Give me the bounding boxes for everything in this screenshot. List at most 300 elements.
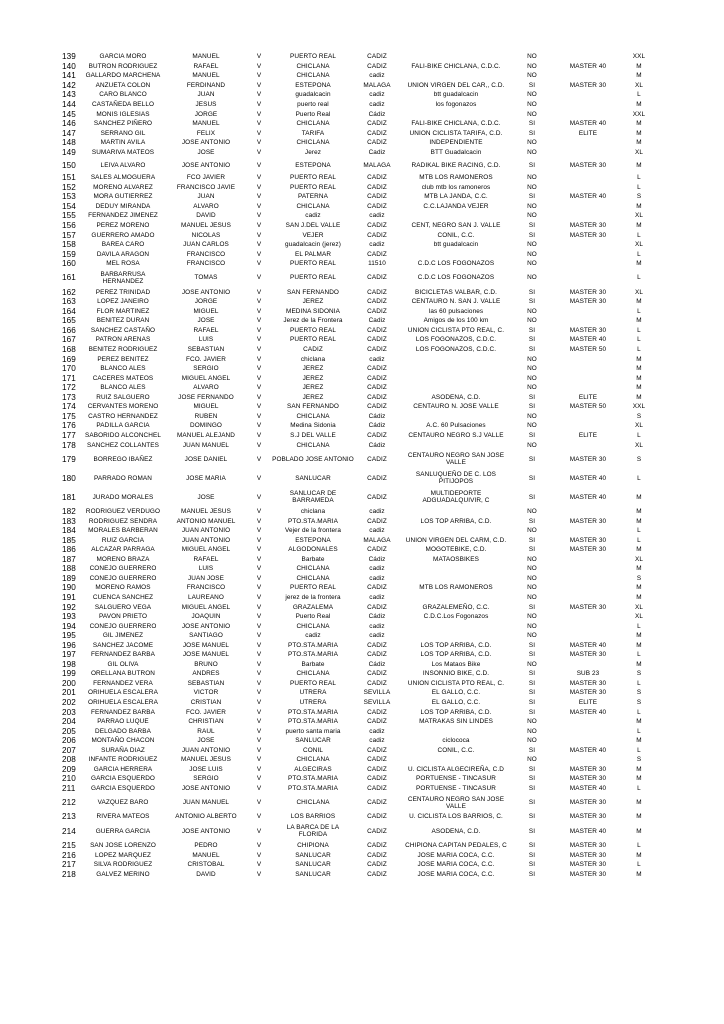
gender-cell: V bbox=[256, 317, 262, 325]
table-row bbox=[62, 421, 654, 431]
surname-cell: BLANCO ALES bbox=[100, 384, 146, 392]
town-cell: ALGECIRAS bbox=[294, 765, 332, 773]
row-number-cell: 143 bbox=[62, 90, 76, 100]
first-name-cell: MIGUEL bbox=[193, 307, 219, 315]
club-cell: MTB LOS RAMONEROS bbox=[419, 174, 493, 182]
town-cell: PUERTO REAL bbox=[290, 260, 336, 268]
row-number-cell: 151 bbox=[62, 173, 76, 183]
surname-cell: SALES ALMOGUERA bbox=[90, 174, 156, 182]
surname-cell: SERRANO GIL bbox=[100, 129, 146, 137]
town-cell: CHICLANA bbox=[296, 202, 330, 210]
size-cell: M bbox=[636, 202, 642, 210]
category-cell: MASTER 30 bbox=[569, 842, 607, 849]
table-row bbox=[62, 631, 654, 641]
federated-cell: NO bbox=[527, 183, 537, 191]
town-cell: TARIFA bbox=[301, 129, 325, 137]
table-row bbox=[62, 698, 654, 708]
category-cell bbox=[552, 593, 624, 603]
gender-cell: V bbox=[256, 110, 262, 118]
size-cell: M bbox=[636, 493, 642, 501]
category-cell: MASTER 30 bbox=[569, 799, 607, 807]
province-cell: CADIZ bbox=[367, 842, 387, 849]
participants-table bbox=[62, 52, 654, 879]
size-cell: M bbox=[636, 72, 642, 80]
club-cell: las 60 pulsaciones bbox=[428, 307, 484, 315]
gender-cell: V bbox=[256, 660, 262, 668]
table-row bbox=[62, 90, 654, 100]
province-cell: CADIZ bbox=[367, 298, 387, 306]
table-row bbox=[62, 100, 654, 110]
federated-cell: SI bbox=[528, 81, 536, 89]
federated-cell: NO bbox=[527, 593, 537, 601]
club-cell: ASODENA, C.D. bbox=[431, 393, 481, 401]
federated-cell: SI bbox=[528, 474, 536, 482]
size-cell: S bbox=[636, 455, 642, 463]
club-cell bbox=[400, 383, 512, 393]
province-cell: CADIZ bbox=[367, 274, 387, 282]
gender-cell: V bbox=[256, 799, 262, 807]
gender-cell: V bbox=[256, 183, 262, 191]
category-cell bbox=[552, 259, 624, 269]
club-cell bbox=[400, 526, 512, 536]
size-cell: M bbox=[636, 508, 642, 516]
row-number-cell: 168 bbox=[62, 345, 76, 355]
club-cell: MATRAKAS SIN LINDES bbox=[419, 718, 493, 726]
town-cell: Barbate bbox=[301, 660, 325, 668]
federated-cell: SI bbox=[528, 746, 536, 754]
province-cell: cadiz bbox=[369, 508, 385, 516]
gender-cell: V bbox=[256, 555, 262, 563]
row-number-cell: 216 bbox=[62, 850, 76, 860]
town-cell: PTO.STA.MARIA bbox=[287, 784, 339, 792]
table-row bbox=[62, 259, 654, 269]
province-cell: CADIZ bbox=[367, 546, 387, 554]
town-cell: MEDINA SIDONIA bbox=[286, 307, 340, 315]
table-row bbox=[62, 707, 654, 717]
gender-cell: V bbox=[256, 718, 262, 726]
federated-cell: SI bbox=[528, 455, 536, 463]
province-cell: CADIZ bbox=[367, 603, 387, 611]
row-number-cell: 178 bbox=[62, 440, 76, 450]
size-cell: L bbox=[637, 346, 641, 354]
first-name-cell: JOSE bbox=[197, 317, 215, 325]
first-name-cell: BRUNO bbox=[194, 660, 218, 668]
surname-cell: PATRON ARENAS bbox=[95, 336, 151, 344]
club-cell: LOS FOGONAZOS, C.D.C. bbox=[415, 336, 497, 344]
town-cell: PUERTO REAL bbox=[290, 679, 336, 687]
gender-cell: V bbox=[256, 298, 262, 306]
category-cell: MASTER 30 bbox=[569, 603, 607, 611]
size-cell: M bbox=[636, 298, 642, 306]
row-number-cell: 200 bbox=[62, 678, 76, 688]
category-cell: MASTER 40 bbox=[569, 493, 607, 501]
club-cell: U. CICLISTA LOS BARRIOS, C. bbox=[409, 813, 503, 821]
size-cell: S bbox=[636, 698, 642, 706]
size-cell: XL bbox=[634, 288, 644, 296]
gender-cell: V bbox=[256, 403, 262, 411]
table-row bbox=[62, 535, 654, 545]
club-cell bbox=[400, 621, 512, 631]
first-name-cell: TOMAS bbox=[194, 274, 218, 282]
club-cell: PORTUENSE - TINCASUR bbox=[416, 784, 496, 792]
table-row bbox=[62, 507, 654, 517]
row-number-cell: 148 bbox=[62, 138, 76, 148]
table-row bbox=[62, 793, 654, 812]
town-cell: CHICLANA bbox=[296, 565, 330, 573]
first-name-cell: JOSE MANUEL bbox=[182, 641, 230, 649]
category-cell bbox=[552, 90, 624, 100]
town-cell: CADIZ bbox=[303, 346, 323, 354]
federated-cell: SI bbox=[528, 603, 536, 611]
category-cell bbox=[552, 574, 624, 584]
town-cell: JEREZ bbox=[302, 374, 324, 382]
club-cell: CONIL, C.C. bbox=[437, 231, 475, 239]
gender-cell: V bbox=[256, 641, 262, 649]
size-cell: M bbox=[636, 851, 642, 859]
row-number-cell: 154 bbox=[62, 201, 76, 211]
first-name-cell: PEDRO bbox=[194, 842, 218, 849]
size-cell: L bbox=[637, 231, 641, 239]
town-cell: CHICLANA bbox=[296, 62, 330, 70]
club-cell: CENTAURO N. SAN J. VALLE bbox=[411, 298, 501, 306]
province-cell: cadiz bbox=[369, 593, 385, 601]
size-cell: M bbox=[636, 384, 642, 392]
province-cell: cadiz bbox=[369, 527, 385, 535]
club-cell bbox=[400, 593, 512, 603]
size-cell: XXL bbox=[632, 53, 646, 61]
province-cell: CADIZ bbox=[367, 517, 387, 525]
size-cell: M bbox=[636, 62, 642, 70]
gender-cell: V bbox=[256, 101, 262, 108]
gender-cell: V bbox=[256, 765, 262, 773]
gender-cell: V bbox=[256, 603, 262, 611]
federated-cell: NO bbox=[527, 613, 537, 621]
size-cell: M bbox=[636, 799, 642, 807]
category-cell: MASTER 40 bbox=[569, 746, 607, 754]
town-cell: CHICLANA bbox=[296, 441, 330, 449]
surname-cell: SILVA RODRIGUEZ bbox=[93, 861, 153, 869]
federated-cell: SI bbox=[528, 120, 536, 128]
federated-cell: NO bbox=[527, 317, 537, 325]
table-row bbox=[62, 650, 654, 660]
club-cell: BTT Guadalcacin bbox=[430, 148, 482, 156]
table-row bbox=[62, 574, 654, 584]
federated-cell: SI bbox=[528, 689, 536, 697]
size-cell: L bbox=[637, 527, 641, 535]
first-name-cell: ANTONIO MANUEL bbox=[176, 517, 236, 525]
province-cell: CADIZ bbox=[367, 641, 387, 649]
surname-cell: FERNANDEZ BARBA bbox=[91, 708, 155, 716]
category-cell: MASTER 40 bbox=[569, 120, 607, 128]
gender-cell: V bbox=[256, 81, 262, 89]
gender-cell: V bbox=[256, 91, 262, 99]
province-cell: CADIZ bbox=[367, 746, 387, 754]
size-cell: L bbox=[637, 727, 641, 735]
surname-cell: RUIZ SALGUERO bbox=[96, 393, 150, 401]
row-number-cell: 205 bbox=[62, 726, 76, 736]
category-cell: MASTER 40 bbox=[569, 708, 607, 716]
surname-cell: CASTAÑEDA BELLO bbox=[91, 101, 155, 108]
first-name-cell: JOSE ANTONIO bbox=[181, 784, 231, 792]
club-cell: CONIL, C.C. bbox=[437, 746, 475, 754]
province-cell: CADIZ bbox=[367, 784, 387, 792]
table-row bbox=[62, 688, 654, 698]
town-cell: SANLUCAR bbox=[295, 851, 331, 859]
table-row bbox=[62, 621, 654, 631]
category-cell bbox=[552, 412, 624, 422]
club-cell: Amigos de los 100 km bbox=[423, 317, 489, 325]
surname-cell: PAVON PRIETO bbox=[98, 613, 148, 621]
town-cell: Jerez de la Frontera bbox=[283, 317, 343, 325]
surname-cell: MONTAÑO CHACON bbox=[91, 737, 155, 745]
first-name-cell: RUBEN bbox=[194, 412, 218, 420]
town-cell: CHICLANA bbox=[296, 574, 330, 582]
club-cell: UNION VIRGEN DEL CAR,, C.D. bbox=[407, 81, 505, 89]
category-cell: MASTER 40 bbox=[569, 641, 607, 649]
table-row bbox=[62, 354, 654, 364]
size-cell: M bbox=[636, 813, 642, 821]
row-number-cell: 149 bbox=[62, 147, 76, 157]
size-cell: M bbox=[636, 393, 642, 401]
category-cell bbox=[552, 440, 624, 450]
first-name-cell: SEBASTIAN bbox=[187, 679, 225, 687]
first-name-cell: FERDINAND bbox=[186, 81, 226, 89]
surname-cell: ORIHUELA ESCALERA bbox=[88, 698, 158, 706]
province-cell: CADIZ bbox=[367, 62, 387, 70]
first-name-cell: FRANCISCO bbox=[186, 250, 226, 258]
club-cell: C.D.C.Los Fogonazos bbox=[423, 613, 489, 621]
first-name-cell: JORGE bbox=[194, 298, 218, 306]
category-cell bbox=[552, 109, 624, 119]
province-cell: CADIZ bbox=[367, 346, 387, 354]
province-cell: CADIZ bbox=[367, 765, 387, 773]
table-row bbox=[62, 402, 654, 412]
province-cell: CADIZ bbox=[367, 493, 387, 501]
federated-cell: SI bbox=[528, 346, 536, 354]
category-cell bbox=[552, 147, 624, 157]
federated-cell: NO bbox=[527, 422, 537, 430]
gender-cell: V bbox=[256, 422, 262, 430]
table-row bbox=[62, 841, 654, 851]
surname-cell: CUENCA SANCHEZ bbox=[92, 593, 154, 601]
federated-cell: NO bbox=[527, 756, 537, 764]
town-cell: POBLADO JOSE ANTONIO bbox=[272, 455, 354, 463]
surname-cell: FERNANDEZ BARBA bbox=[91, 651, 155, 659]
first-name-cell: JESUS bbox=[195, 101, 217, 108]
first-name-cell: CRISTOBAL bbox=[187, 861, 225, 869]
size-cell: XL bbox=[634, 81, 644, 89]
federated-cell: SI bbox=[528, 493, 536, 501]
federated-cell: SI bbox=[528, 546, 536, 554]
town-cell: SANLUCAR bbox=[295, 737, 331, 745]
federated-cell: NO bbox=[527, 91, 537, 99]
table-row bbox=[62, 71, 654, 81]
category-cell: MASTER 30 bbox=[569, 861, 607, 869]
gender-cell: V bbox=[256, 62, 262, 70]
federated-cell: SI bbox=[528, 393, 536, 401]
town-cell: ESTEPONA bbox=[295, 161, 331, 169]
first-name-cell: JOSE ANTONIO bbox=[181, 622, 231, 630]
club-cell bbox=[400, 507, 512, 517]
size-cell: XL bbox=[634, 422, 644, 430]
size-cell: M bbox=[636, 660, 642, 668]
row-number-cell: 182 bbox=[62, 507, 76, 517]
province-cell: CADIZ bbox=[367, 53, 387, 61]
row-number-cell: 172 bbox=[62, 383, 76, 393]
club-cell bbox=[400, 631, 512, 641]
row-number-cell: 155 bbox=[62, 211, 76, 221]
row-number-cell: 185 bbox=[62, 535, 76, 545]
club-cell: INSONNIO BIKE, C.D. bbox=[422, 670, 490, 678]
first-name-cell: FRANCISCO bbox=[186, 584, 226, 592]
row-number-cell: 147 bbox=[62, 128, 76, 138]
first-name-cell: JOSE MANUEL bbox=[182, 651, 230, 659]
size-cell: M bbox=[636, 870, 642, 878]
club-cell: club mtb los ramoneros bbox=[421, 183, 491, 191]
federated-cell: NO bbox=[527, 110, 537, 118]
province-cell: cadiz bbox=[369, 737, 385, 745]
province-cell: CADIZ bbox=[367, 231, 387, 239]
club-cell: BICICLETAS VALBAR, C.D. bbox=[415, 288, 497, 296]
gender-cell: V bbox=[256, 307, 262, 315]
gender-cell: V bbox=[256, 527, 262, 535]
surname-cell: FERNANDEZ JIMENEZ bbox=[88, 212, 158, 220]
club-cell: CENTAURO NEGRO SAN JOSE VALLE bbox=[407, 795, 505, 810]
table-row bbox=[62, 287, 654, 297]
table-row bbox=[62, 784, 654, 794]
club-cell bbox=[400, 52, 512, 62]
row-number-cell: 161 bbox=[62, 273, 76, 283]
category-cell: MASTER 30 bbox=[569, 546, 607, 554]
table-row bbox=[62, 157, 654, 173]
first-name-cell: MANUEL ALEJAND bbox=[177, 431, 235, 439]
province-cell: CADIZ bbox=[367, 139, 387, 147]
club-cell: btt guadalcacin bbox=[433, 91, 479, 99]
town-cell: CHICLANA bbox=[296, 120, 330, 128]
province-cell: Cádiz bbox=[368, 110, 386, 118]
federated-cell: SI bbox=[528, 222, 536, 230]
surname-cell: RUIZ GARCIA bbox=[101, 536, 145, 544]
town-cell: Puerto Real bbox=[295, 613, 331, 621]
table-row bbox=[62, 612, 654, 622]
row-number-cell: 202 bbox=[62, 697, 76, 707]
town-cell: ALGODONALES bbox=[288, 546, 338, 554]
category-cell bbox=[552, 564, 624, 574]
row-number-cell: 190 bbox=[62, 583, 76, 593]
first-name-cell: JORGE bbox=[194, 110, 218, 118]
size-cell: L bbox=[637, 861, 641, 869]
surname-cell: DAVILA ARAGON bbox=[96, 250, 150, 258]
town-cell: CONIL bbox=[302, 746, 324, 754]
surname-cell: PADILLA GARCIA bbox=[96, 422, 150, 430]
size-cell: L bbox=[637, 250, 641, 258]
town-cell: guadalcacin bbox=[295, 91, 331, 99]
first-name-cell: JOSE ANTONIO bbox=[181, 827, 231, 835]
surname-cell: GUERRA GARCIA bbox=[95, 827, 151, 835]
club-cell bbox=[400, 373, 512, 383]
province-cell: CADIZ bbox=[367, 584, 387, 592]
federated-cell: SI bbox=[528, 670, 536, 678]
gender-cell: V bbox=[256, 632, 262, 640]
town-cell: PTO.STA.MARIA bbox=[287, 517, 339, 525]
row-number-cell: 193 bbox=[62, 612, 76, 622]
town-cell: PATERNA bbox=[298, 193, 328, 201]
first-name-cell: SERGIO bbox=[193, 365, 219, 373]
first-name-cell: JUAN ANTONIO bbox=[181, 746, 231, 754]
size-cell: M bbox=[636, 129, 642, 137]
category-cell bbox=[552, 202, 624, 212]
first-name-cell: JUAN MANUEL bbox=[182, 799, 230, 807]
surname-cell: MONIS IGLESIAS bbox=[96, 110, 150, 118]
province-cell: Cádiz bbox=[368, 555, 386, 563]
surname-cell: BUTRON RODRIGUEZ bbox=[88, 62, 158, 70]
surname-cell: ANZUETA COLON bbox=[95, 81, 151, 89]
size-cell: XL bbox=[634, 603, 644, 611]
federated-cell: NO bbox=[527, 212, 537, 220]
gender-cell: V bbox=[256, 508, 262, 516]
federated-cell: SI bbox=[528, 517, 536, 525]
size-cell: L bbox=[637, 474, 641, 482]
surname-cell: FLOR MARTINEZ bbox=[96, 307, 150, 315]
surname-cell: MORENO BRAZA bbox=[96, 555, 150, 563]
federated-cell: NO bbox=[527, 718, 537, 726]
category-cell bbox=[552, 354, 624, 364]
gender-cell: V bbox=[256, 775, 262, 783]
gender-cell: V bbox=[256, 139, 262, 147]
row-number-cell: 189 bbox=[62, 573, 76, 583]
club-cell: FALI-BIKE CHICLANA, C.D.C. bbox=[411, 62, 501, 70]
category-cell: MASTER 40 bbox=[569, 193, 607, 201]
gender-cell: V bbox=[256, 593, 262, 601]
table-row bbox=[62, 393, 654, 403]
category-cell: MASTER 30 bbox=[569, 689, 607, 697]
category-cell bbox=[552, 52, 624, 62]
table-row bbox=[62, 755, 654, 765]
surname-cell: GARCIA ESQUERDO bbox=[91, 784, 155, 792]
town-cell: Vejer de la frontera bbox=[285, 527, 341, 535]
province-cell: CADIZ bbox=[367, 374, 387, 382]
category-cell: ELITE bbox=[578, 698, 598, 706]
surname-cell: CONEJO GUERRERO bbox=[89, 574, 157, 582]
table-row bbox=[62, 564, 654, 574]
surname-cell: GARCIA HERRERA bbox=[93, 765, 153, 773]
club-cell: INDEPENDIENTE bbox=[429, 139, 483, 147]
size-cell: M bbox=[636, 260, 642, 268]
row-number-cell: 141 bbox=[62, 71, 76, 81]
federated-cell: SI bbox=[528, 651, 536, 659]
first-name-cell: JOSE bbox=[197, 493, 215, 501]
category-cell bbox=[552, 211, 624, 221]
row-number-cell: 158 bbox=[62, 240, 76, 250]
gender-cell: V bbox=[256, 784, 262, 792]
surname-cell: SANCHEZ COLLANTES bbox=[86, 441, 159, 449]
club-cell: SANLUQUEÑO DE C. LOS PITIJOPOS bbox=[415, 471, 497, 486]
gender-cell: V bbox=[256, 193, 262, 201]
category-cell bbox=[552, 717, 624, 727]
table-row bbox=[62, 812, 654, 822]
federated-cell: SI bbox=[528, 298, 536, 306]
province-cell: CADIZ bbox=[367, 708, 387, 716]
row-number-cell: 197 bbox=[62, 650, 76, 660]
table-row bbox=[62, 297, 654, 307]
row-number-cell: 159 bbox=[62, 249, 76, 259]
table-row bbox=[62, 745, 654, 755]
size-cell: M bbox=[636, 222, 642, 230]
table-row bbox=[62, 774, 654, 784]
size-cell: L bbox=[637, 174, 641, 182]
category-cell bbox=[552, 183, 624, 193]
row-number-cell: 171 bbox=[62, 373, 76, 383]
